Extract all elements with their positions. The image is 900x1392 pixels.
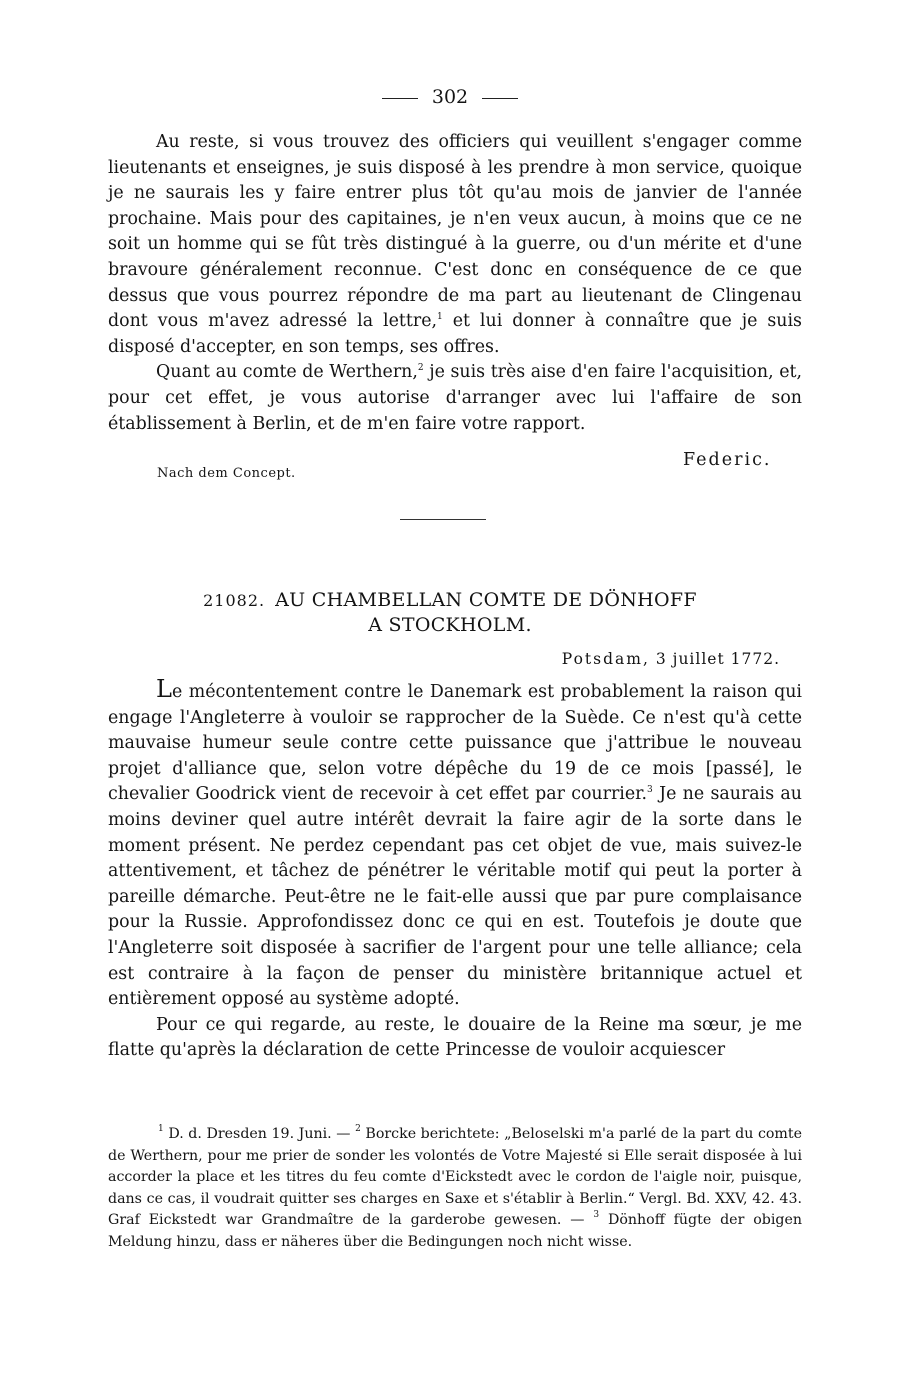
letter-number: 21082. [203,591,266,610]
letter-1-para2-text: je suis très aise d'en faire l'acquisition, et, pour cet effet, je vous autorise d'arranger avec lui l'affaire de son établissement à Berlin, et de m'en faire votre rapport. [108,362,803,434]
signature: Federic. [683,450,772,470]
letter-1-para1-cont: et lui donner à connaître que je suis disposé d'accepter, en son temps, ses offres. [108,311,802,357]
letter-1-para1-text: Au reste, si vous trouvez des officiers qui veuillent s'engager comme lieutenants et enseignes, je suis disposé à les prendre à mon service, quoique je ne saurais les y faire entrer plus tôt qu'au mois de janvier de l'année prochaine. Mais pour des capitaines, je n'en veux aucun, à moins que ce ne soit un homme qui se fût très distingué à la guerre, ou d'un mérite et d'une bravoure généralement reconnue. C'est donc en conséquence de ce que dessus que vous pourrez répondre de ma part au lieutenant de Clingenau dont vous m'avez adressé la lettre, [108,132,802,332]
drop-cap: L [156,675,172,703]
footnote-mark-2: 2 [355,1124,361,1134]
footnote-2-text: Borcke berichtete: „Beloselski m'a parlé de la part du comte de Werthern, pour me prier de sonder les volontés de Votre Majesté si Elle serait disposée à lui accorder la place et les titres du feu comte d'Eickstedt avec le cordon de l'aigle noir, puisque, dans ce cas, il voudrait quitter ses charges en Saxe et s'établir à Berlin.“ Vergl. Bd. XXV, 42. 43. Graf Eickstedt war Grandmaître de la garderobe gewesen. — [108,1126,802,1229]
dateline-date: 3 juillet 1772. [655,650,780,668]
letter-2-para1-start: e mécontentement contre le Danemark est probablement la raison qui engage l'Angleterre à vouloir se rapprocher de la Suède. Ce n'est qu'à cette mauvaise humeur seule contre cette puissance que j'attribue le nouveau projet d'alliance que, selon votre dépêche du 19 de ce mois [passé], le chevalier Goodrick vient de recevoir à cet effet par courrier. [108,682,802,805]
header-dash-right [482,98,518,99]
footnote-3-text: Dönhoff fügte der obigen Meldung hinzu, dass er näheres über die Bedingungen noch nicht wisse. [108,1212,802,1250]
letter-1-paragraph-1 [108,130,802,360]
footnote-1-text: D. d. Dresden 19. Juni. — [168,1126,351,1142]
footnote-mark-1: 1 [158,1124,164,1134]
dateline-place: Potsdam, [561,650,650,668]
page-header [0,86,900,108]
letter-title-line-2: A STOCKHOLM. [368,614,532,636]
letter-title-line-1: AU CHAMBELLAN COMTE DE DÖNHOFF [275,589,697,611]
letter-2-heading-line-1 [0,588,900,613]
section-divider [400,519,486,520]
letter-2-heading [0,588,900,638]
source-note: Nach dem Concept. [157,466,296,481]
letter-1-para2-start: Quant au comte de Werthern, [156,362,418,383]
dateline [562,650,780,668]
footnote-block [108,1124,802,1254]
letter-2-para1-end: Je ne saurais au moins deviner quel autre intérêt devrait la faire agir de la sorte dans le moment présent. Ne perdez cependant pas cet objet de vue, mais suivez-le attentivement, et tâchez de pénétrer le véritable motif qui peut la porter à pareille démarche. Peut-être ne le fait-elle aussi que par pure complaisance pour la Russie. Approfondissez donc ce qui en est. Toutefois je doute que l'Angleterre soit disposée à sacrifier de l'argent pour une telle alliance; cela est contraire à la façon de penser du ministère britannique actuel et entièrement opposé au système adopté. [108,784,802,1010]
letter-1-body [108,130,802,437]
page-number: 302 [431,86,469,108]
footnote-ref-3: 3 [647,785,653,796]
footnote-mark-3: 3 [593,1210,600,1221]
footnote-ref-1: 1 [437,312,443,323]
letter-2-paragraph-2: Pour ce qui regarde, au reste, le douaire de la Reine ma sœur, je me flatte qu'après la déclaration de cette Princesse de vouloir acquiescer [108,1014,802,1061]
letter-2-body [108,677,802,1064]
letter-1-paragraph-2 [108,360,802,437]
letter-2-paragraph-1 [108,677,802,1013]
header-dash-left [382,98,418,99]
footnotes [108,1124,802,1254]
footnote-ref-2: 2 [417,363,424,374]
